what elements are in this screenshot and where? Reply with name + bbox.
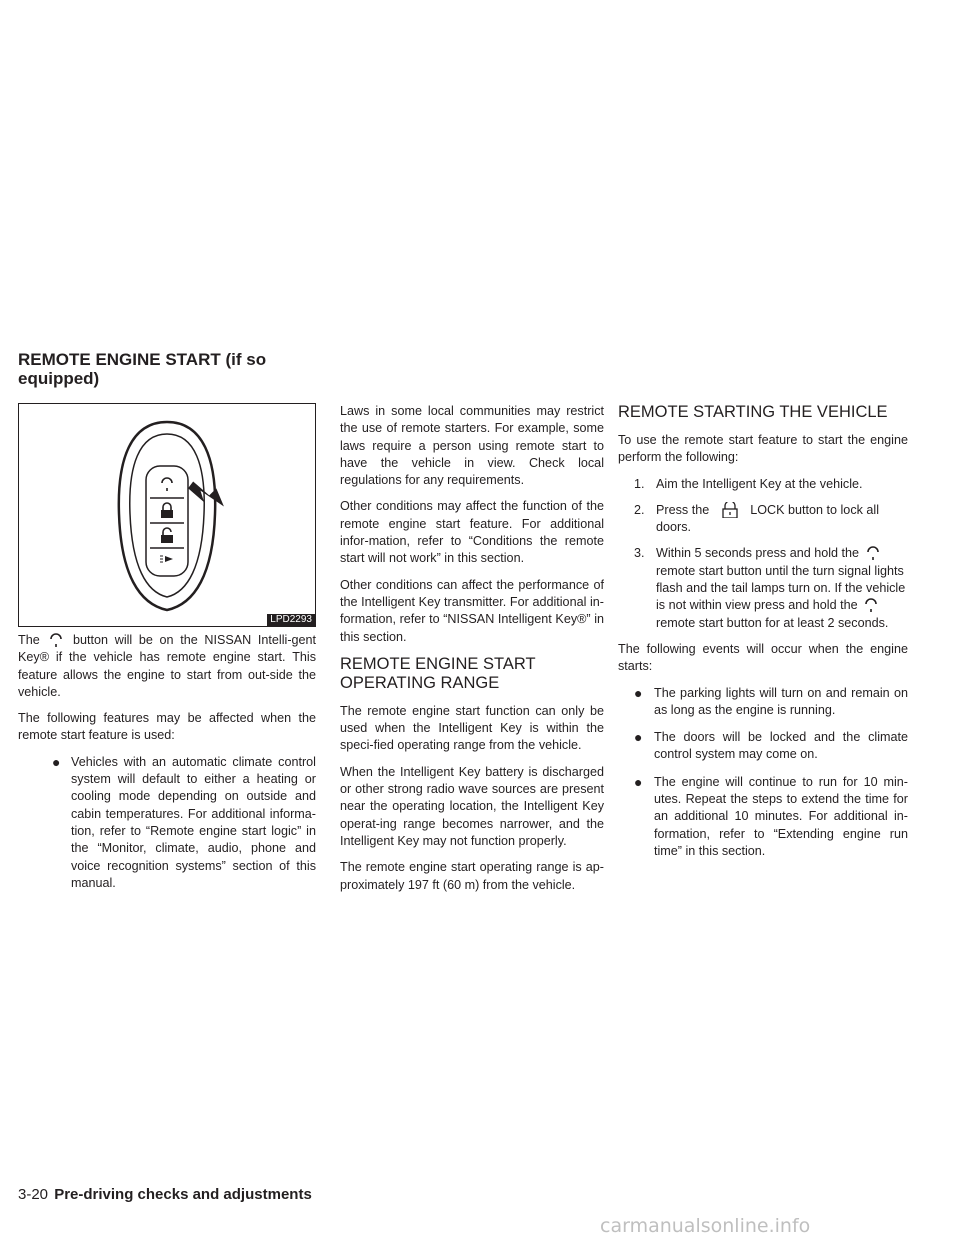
column-2 (340, 403, 604, 903)
paragraph: To use the remote start feature to start the engine perform the following: (618, 433, 908, 465)
remote-start-icon (863, 597, 879, 613)
list-item: ● The parking lights will turn on and remain on as long as the engine is running. (634, 684, 908, 717)
subheading: REMOTE STARTING THE VEHICLE (618, 403, 888, 421)
remote-start-icon (48, 632, 64, 648)
bullet-icon: ● (634, 773, 643, 790)
column-3 (618, 403, 908, 870)
trunk-icon (160, 556, 173, 562)
figure-label: LPD2293 (267, 614, 315, 626)
paragraph: Laws in some local communities may restrict the use of remote starters. For example, some laws require a person using remote start to have the vehicle in view. Check local regulations for any requirements. (340, 404, 604, 488)
step-item: 3. Within 5 seconds press and hold the remote start button until the turn signal lights flash and the tail lamps turn on. If the vehicle is not within view press and hold the remote start button for at least 2 seconds. (634, 546, 906, 630)
subheading: REMOTE ENGINE START OPERATING RANGE (340, 654, 536, 692)
step-item: 2. Press the LOCK button to lock all doors. (634, 502, 880, 535)
step-item: 1. Aim the Intelligent Key at the vehicle. (634, 476, 863, 491)
key-fob-illustration (19, 404, 315, 626)
bullet-icon: ● (52, 753, 61, 770)
page-number: 3-20 (18, 1186, 49, 1203)
paragraph: Other conditions can affect the performance of the Intelligent Key transmitter. For additional in-formation, refer to “NISSAN Intelligent Key®” in this section. (340, 577, 604, 644)
bullet-icon: ● (634, 729, 643, 746)
remote-start-icon (865, 545, 881, 561)
key-fob-figure (18, 403, 316, 627)
section-title: REMOTE ENGINE START (if so equipped) (18, 350, 267, 388)
arrow-icon (187, 478, 224, 511)
watermark: carmanualsonline.info (600, 1215, 811, 1237)
bullet-icon: ● (634, 684, 643, 701)
list-item: ● The doors will be locked and the climate control system may come on. (634, 729, 908, 762)
paragraph: The remote engine start operating range is ap-proximately 197 ft (60 m) from the vehicle. (340, 860, 604, 892)
paragraph: When the Intelligent Key battery is discharged or other strong radio wave sources are present near the operating location, the Intelligent Key operat-ing range becomes narrower, and the Intelligent Key may not function properly. (340, 764, 604, 848)
list-item: ● Vehicles with an automatic climate control system will default to either a heating or cooling mode depending on outside and cabin temperatures. For additional informa-tion, refer to “Remote engine start logic” in the “Monitor, climate, audio, phone and voice recognition systems” section of this manual. (52, 753, 316, 890)
column-1 (18, 403, 316, 902)
remote-start-icon (162, 478, 172, 491)
lock-icon (161, 503, 173, 518)
page-footer (18, 1186, 312, 1203)
chapter-title: Pre-driving checks and adjustments (54, 1186, 312, 1203)
paragraph: Other conditions may affect the function of the remote engine start feature. For additional infor-mation, refer to “Conditions the remote start will not work” in this section. (340, 499, 604, 566)
paragraph: The following events will occur when the engine starts: (618, 641, 908, 674)
paragraph: The button will be on the NISSAN Intelli-gent Key® if the vehicle has remote engine start. This feature allows the engine to start from out-side the vehicle. (18, 633, 317, 699)
unlock-icon (161, 528, 173, 543)
paragraph: The following features may be affected when the remote start feature is used: (18, 711, 316, 743)
paragraph: The remote engine start function can only be used when the Intelligent Key is within the speci-fied operating range from the vehicle. (340, 703, 604, 753)
lock-icon (715, 502, 745, 518)
list-item: ● The engine will continue to run for 10 min-utes. Repeat the steps to extend the time for an additional 10 minutes. For additional in-formation, refer to “Extending engine run time” in this section. (634, 773, 908, 858)
